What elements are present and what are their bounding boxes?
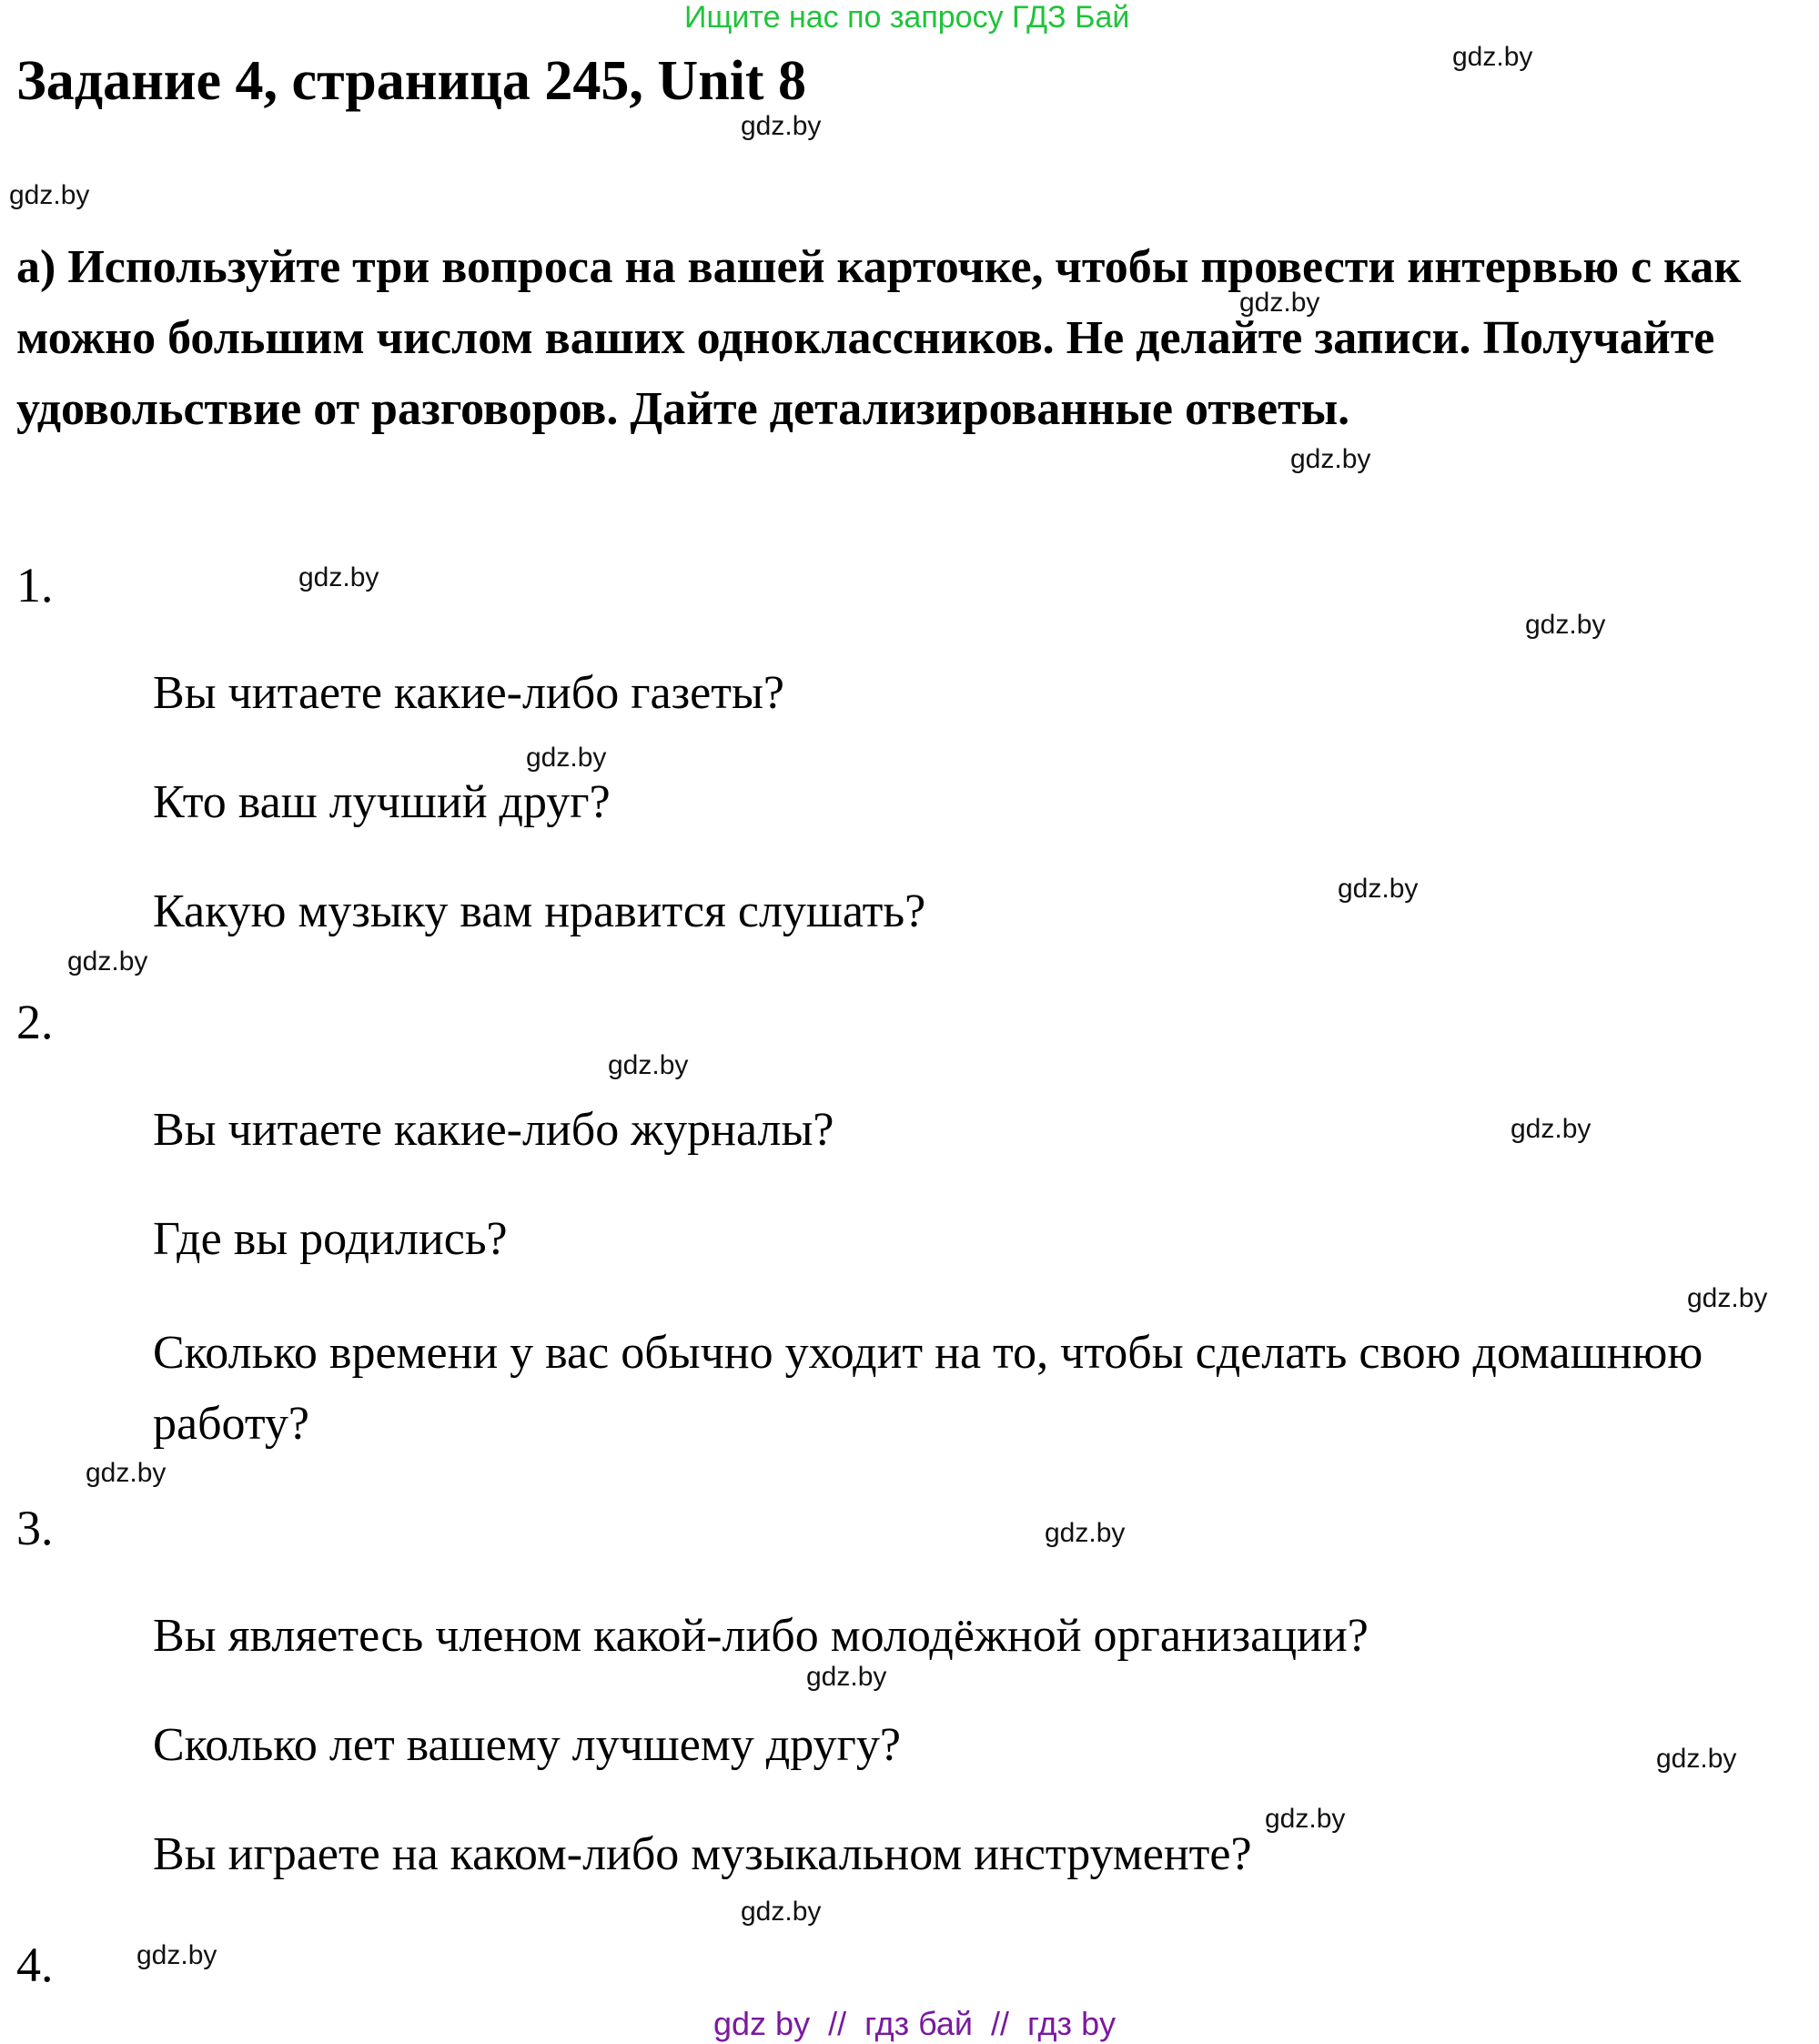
question-2-1: Вы читаете какие-либо журналы? [153,1104,834,1156]
watermark: gdz.by [136,1940,217,1970]
watermark: gdz.by [298,562,379,592]
watermark: gdz.by [1239,288,1320,318]
watermark: gdz.by [806,1662,887,1692]
watermark: gdz.by [526,743,607,773]
question-1-2: Кто ваш лучший друг? [153,776,611,828]
watermark: gdz.by [608,1050,689,1080]
card-number-3: 3. [16,1501,54,1555]
watermark: gdz.by [1290,444,1371,474]
question-2-3: Сколько времени у вас обычно уходит на то, чтобы сделать свою домашнюю работу? [153,1327,1703,1450]
watermark: gdz.by [1525,610,1606,640]
watermark: gdz.by [741,1897,822,1927]
card-number-2: 2. [16,995,54,1049]
question-3-1: Вы являетесь членом какой-либо молодёжной организации? [153,1610,1369,1662]
question-2-2: Где вы родились? [153,1213,508,1265]
watermark: gdz.by [741,111,822,141]
card-number-4: 4. [16,1938,54,1992]
task-instruction: а) Используйте три вопроса на вашей карточке, чтобы провести интервью с как можно большим числом ваших одноклассников. Не делайте записи. Получайте удовольствие от разговоров. Дайте детализированные ответы. [16,241,1742,435]
watermark: gdz.by [9,180,90,210]
watermark: gdz.by [1452,42,1533,72]
watermark: gdz.by [67,946,148,976]
watermark: gdz.by [1511,1114,1592,1144]
watermark: gdz.by [1687,1283,1768,1313]
watermark: gdz.by [86,1458,167,1488]
page-title: Задание 4, страница 245, Unit 8 [16,50,807,112]
top-banner[interactable]: Ищите нас по запросу ГДЗ Бай [684,0,1130,35]
question-1-3: Какую музыку вам нравится слушать? [153,885,926,937]
footer-links[interactable]: gdz by // гдз бай // гдз by [713,2005,1117,2042]
watermark: gdz.by [1656,1744,1737,1774]
watermark: gdz.by [1338,874,1419,904]
watermark: gdz.by [1045,1518,1126,1548]
question-1-1: Вы читаете какие-либо газеты? [153,667,784,719]
question-3-3: Вы играете на каком-либо музыкальном инструменте? [153,1828,1252,1880]
watermark: gdz.by [1265,1804,1346,1834]
question-3-2: Сколько лет вашему лучшему другу? [153,1719,901,1771]
card-number-1: 1. [16,558,54,612]
